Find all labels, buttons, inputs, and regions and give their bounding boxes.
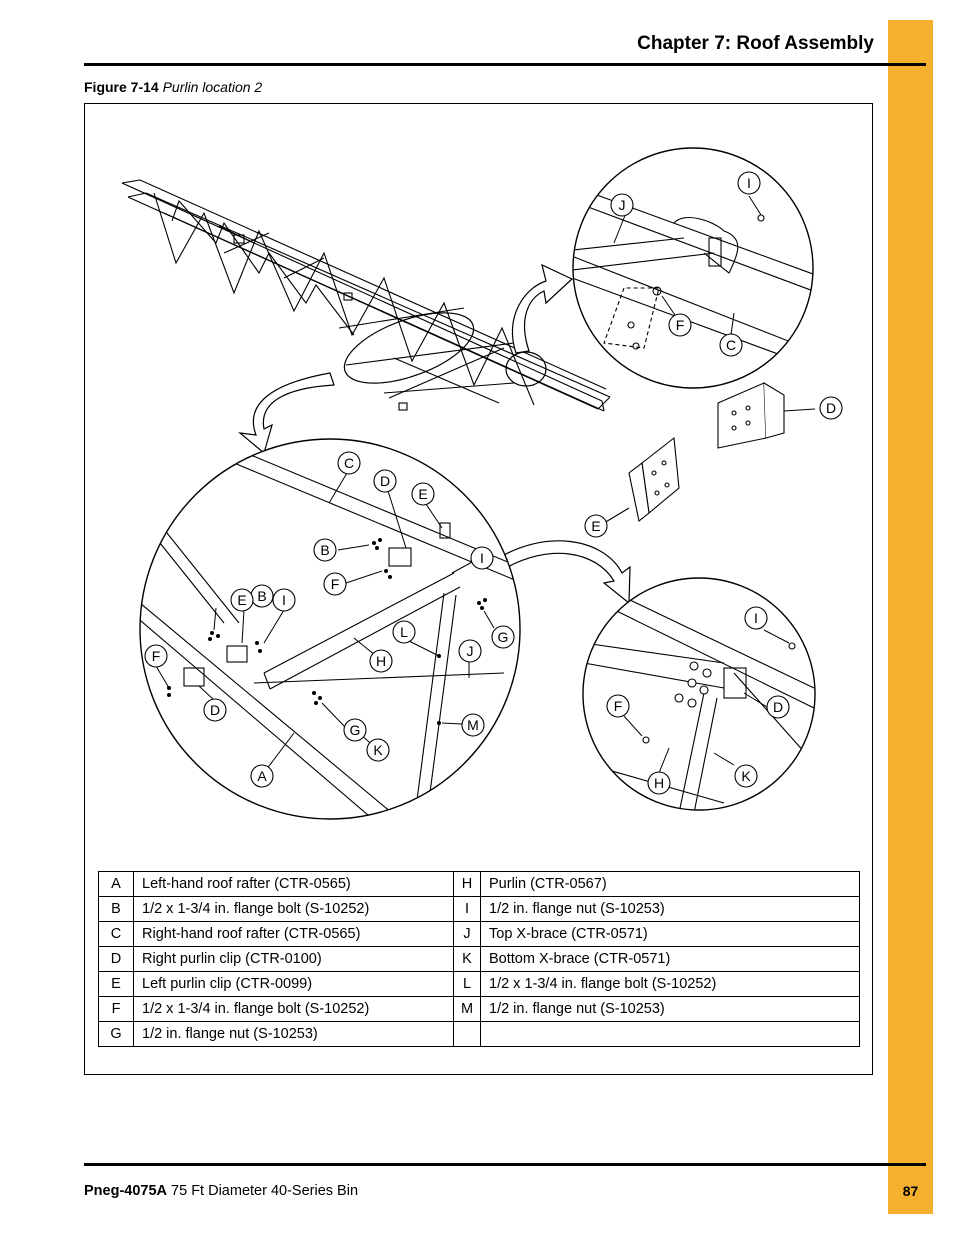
parts-cell-right-desc: 1/2 in. flange nut (S-10253) (481, 997, 860, 1022)
parts-cell-right-key: L (454, 972, 481, 997)
callout-letter: E (237, 592, 247, 608)
callout-letter: D (209, 702, 221, 718)
parts-cell-left-key: B (99, 897, 134, 922)
callout-letter: B (257, 588, 267, 604)
parts-cell-left-desc: Left purlin clip (CTR-0099) (134, 972, 454, 997)
page-number: 87 (902, 1183, 919, 1199)
callout-letter: I (747, 175, 751, 191)
callout-letter: C (343, 455, 355, 471)
callout-letter: J (466, 643, 474, 659)
footer-rule (84, 1163, 926, 1166)
top-detail-view (564, 148, 824, 388)
callout-letter: E (591, 518, 601, 534)
callout-letter: D (379, 473, 391, 489)
purlin-clip-e-loose (604, 438, 679, 523)
callout-letter: L (400, 624, 408, 640)
figure-number: Figure 7-14 (84, 79, 159, 95)
callout-letter: A (257, 768, 267, 784)
parts-cell-left-desc: 1/2 x 1-3/4 in. flange bolt (S-10252) (134, 997, 454, 1022)
parts-cell-right-desc: Purlin (CTR-0567) (481, 872, 860, 897)
parts-row (99, 897, 860, 922)
callout-letter: I (282, 592, 286, 608)
parts-cell-left-desc: 1/2 in. flange nut (S-10253) (134, 1022, 454, 1047)
parts-cell-left-key: A (99, 872, 134, 897)
header-rule (84, 63, 926, 66)
callout-letter: M (467, 717, 479, 733)
purlin-clip-d-loose (718, 383, 815, 448)
parts-cell-right-key: K (454, 947, 481, 972)
callout-letter: K (373, 742, 383, 758)
callout-letter: G (497, 629, 509, 645)
parts-cell-right-desc: 1/2 in. flange nut (S-10253) (481, 897, 860, 922)
callout-letter: F (613, 698, 623, 714)
callout-letter: F (330, 576, 340, 592)
callout-letter: I (754, 610, 758, 626)
callout-letter: C (725, 337, 737, 353)
callout-letter: F (151, 648, 161, 664)
parts-row (99, 922, 860, 947)
main-detail-view (134, 439, 534, 833)
callout-letter: I (480, 550, 484, 566)
parts-row (99, 972, 860, 997)
parts-cell-right-desc: Bottom X-brace (CTR-0571) (481, 947, 860, 972)
parts-row (99, 947, 860, 972)
callout-letter: H (375, 653, 387, 669)
footer-doc-title: 75 Ft Diameter 40-Series Bin (171, 1183, 359, 1199)
callout-letter: H (653, 775, 665, 791)
figure-title: Purlin location 2 (162, 79, 263, 95)
parts-row (99, 872, 860, 897)
callout-letter: F (675, 317, 685, 333)
parts-cell-right-desc (481, 1022, 860, 1047)
chapter-side-tab (888, 20, 933, 1214)
parts-cell-right-key: J (454, 922, 481, 947)
parts-cell-left-desc: 1/2 x 1-3/4 in. flange bolt (S-10252) (134, 897, 454, 922)
callout-letter: D (825, 400, 837, 416)
callout-letter: G (349, 722, 361, 738)
parts-cell-right-key: M (454, 997, 481, 1022)
callout-letter: B (320, 542, 330, 558)
parts-cell-right-key: I (454, 897, 481, 922)
purlin-diagram (84, 103, 873, 863)
parts-cell-left-desc: Left-hand roof rafter (CTR-0565) (134, 872, 454, 897)
parts-cell-right-desc: 1/2 x 1-3/4 in. flange bolt (S-10252) (481, 972, 860, 997)
parts-cell-right-key: H (454, 872, 481, 897)
footer-doc-id: Pneg-4075A (84, 1183, 168, 1199)
parts-cell-left-key: D (99, 947, 134, 972)
parts-legend-table (98, 871, 860, 1047)
parts-cell-left-key: E (99, 972, 134, 997)
parts-cell-left-key: C (99, 922, 134, 947)
figure-caption (84, 79, 262, 95)
parts-cell-left-desc: Right purlin clip (CTR-0100) (134, 947, 454, 972)
callout-letter: K (741, 768, 751, 784)
parts-row (99, 1022, 860, 1047)
callout-letter: E (418, 486, 428, 502)
parts-cell-left-key: F (99, 997, 134, 1022)
parts-cell-right-desc: Top X-brace (CTR-0571) (481, 922, 860, 947)
footer-document (84, 1183, 358, 1199)
chapter-title: Chapter 7: Roof Assembly (637, 33, 874, 54)
callout-letter: J (618, 197, 626, 213)
parts-cell-left-desc: Right-hand roof rafter (CTR-0565) (134, 922, 454, 947)
parts-cell-right-key (454, 1022, 481, 1047)
parts-row (99, 997, 860, 1022)
parts-cell-left-key: G (99, 1022, 134, 1047)
callout-letter: D (772, 699, 784, 715)
